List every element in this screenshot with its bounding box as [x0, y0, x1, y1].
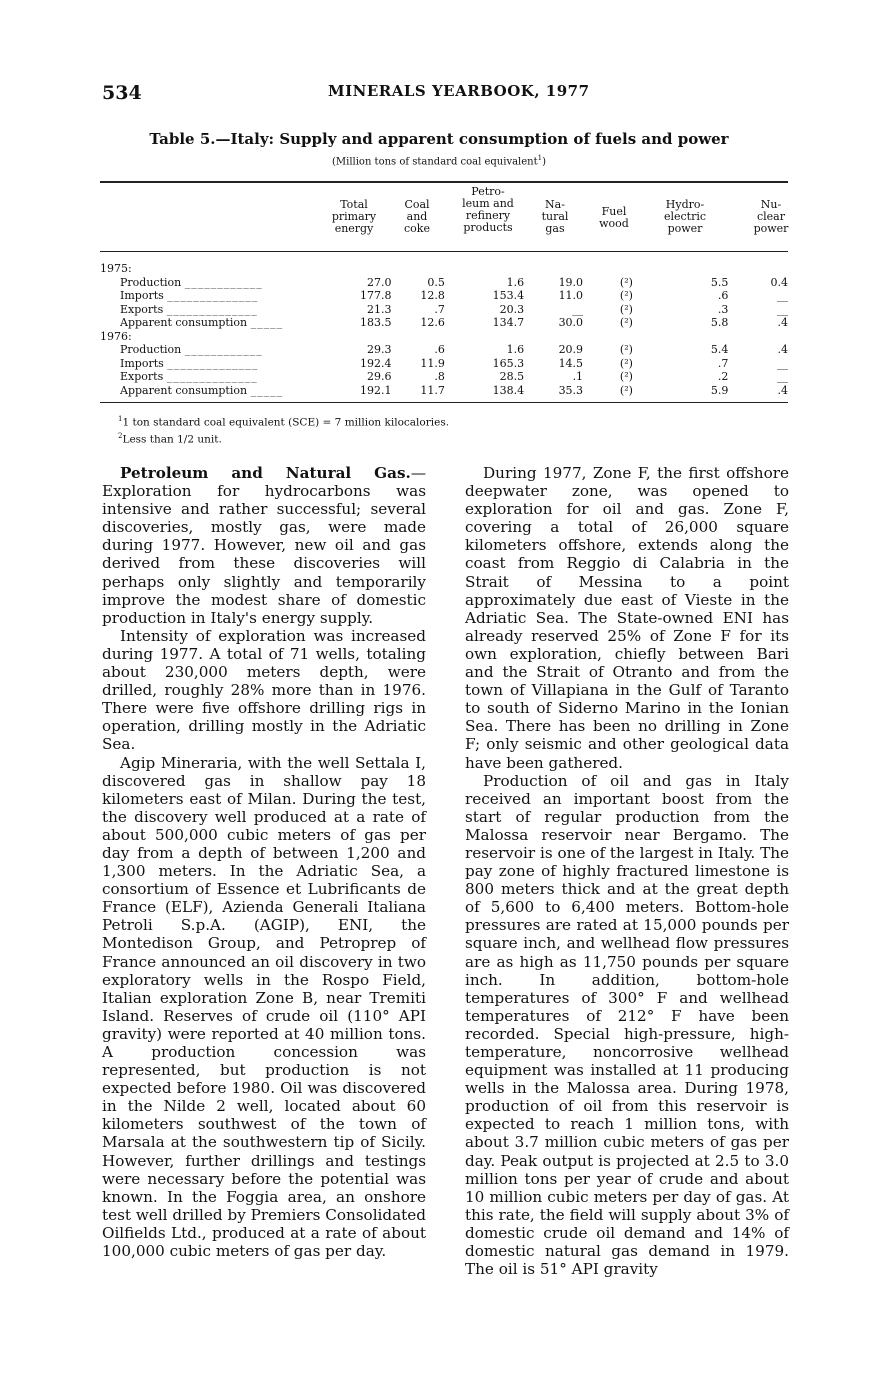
left-paragraph-2: Intensity of exploration was increased during 1977. A total of 71 wells, totaling about 230,000 meters depth, were drilled, roughly 28% more than in 1976. There were five offshore drilling rigs in operation, drilling mostly in the Adriatic Sea. — [102, 626, 426, 754]
table-cell: __ — [777, 289, 788, 302]
table-cell: 12.6 — [420, 316, 445, 329]
table-cell: .6 — [717, 289, 729, 302]
table-row — [100, 316, 788, 330]
empty-cell — [524, 330, 583, 344]
table-subtitle-text: (Million tons of standard coal equivalent — [331, 156, 538, 168]
table-cell: .1 — [572, 370, 584, 383]
table-cell: .4 — [777, 343, 788, 356]
empty-cell — [329, 330, 391, 344]
table-cell: 21.3 — [367, 302, 392, 316]
footnote-2-text: Less than 1/2 unit. — [122, 433, 222, 446]
table-cell: .4 — [777, 316, 788, 329]
row-label-text: Exports — [120, 370, 164, 383]
year-label: 1976: — [100, 329, 132, 343]
left-paragraph-1 — [102, 464, 426, 627]
table-cell: 134.7 — [492, 316, 525, 329]
row-leader: ______________ — [166, 370, 258, 383]
empty-cell — [633, 330, 728, 344]
table-body — [100, 262, 788, 397]
footnote-2 — [118, 430, 449, 447]
table-cell: 35.3 — [558, 383, 584, 397]
table-cell: 20.9 — [558, 343, 584, 356]
table-subtitle-sup: 1 — [537, 154, 543, 162]
table-cell: .2 — [717, 370, 729, 383]
row-leader: ____________ — [184, 343, 263, 356]
table-cell: 5.4 — [710, 343, 729, 356]
table-cell: 5.9 — [710, 383, 729, 397]
right-column — [465, 464, 789, 1278]
page-number: 534 — [102, 82, 142, 104]
row-label-text: Apparent consumption — [120, 383, 248, 397]
table-top-rule — [100, 181, 788, 183]
table-cell: 177.8 — [360, 289, 392, 302]
table-cell: (²) — [619, 289, 633, 302]
table-cell: .4 — [777, 383, 788, 397]
right-paragraph-1: During 1977, Zone F, the first offshore deepwater zone, was opened to exploration for oil and gas. Zone F, covering a total of 26,000 square kilometers offshore, extends along the coast from Reggio di Calabria in the Strait of Messina to a point approximately due east of Vieste in the Adriatic Sea. The State-owned ENI has already reserved 25% of Zone F for its own exploration, chiefly between Bari and the Strait of Otranto and from the town of Villapiana in the Gulf of Taranto to south of Siderno Marino in the Ionian Sea. There has been no drilling in Zone F; only seismic and other geological data have been gathered. — [465, 464, 789, 772]
table-cell: 138.4 — [492, 383, 525, 397]
row-leader: _____ — [250, 316, 284, 329]
table-cell: 29.3 — [367, 343, 392, 356]
row-label — [100, 343, 329, 357]
table-cell: 19.0 — [558, 275, 584, 289]
empty-cell — [445, 262, 524, 276]
table-row — [100, 289, 788, 303]
row-leader: ______________ — [166, 302, 258, 316]
table-cell: 27.0 — [367, 275, 392, 289]
table-title: Table 5.—Italy: Supply and apparent consumption of fuels and power — [149, 130, 729, 148]
table-cell: __ — [777, 302, 788, 316]
footnote-2-mark: 2 — [118, 432, 123, 440]
left-paragraph-1-text: —Exploration for hydrocarbons was intensive and rather successful; several discoveries, mostly gas, were made during 1977. However, new oil and gas derived from these discoveries will perhaps only slightly and temporarily improve the modest share of domestic production in Italy's energy supply. — [102, 464, 426, 627]
col-head-petroleum: Petro- leum and refinery products — [462, 185, 514, 234]
table-cell: (²) — [619, 356, 633, 370]
table-row — [100, 384, 788, 398]
col-head-total: Total primary energy — [331, 198, 377, 235]
table-cell: 12.8 — [420, 289, 445, 302]
table-cell: 30.0 — [558, 316, 584, 329]
col-head-hydro: Hydro- electric power — [663, 198, 707, 235]
empty-cell — [583, 262, 633, 276]
col-head-coal: Coal and coke — [404, 198, 430, 235]
table-cell: (²) — [619, 383, 633, 397]
col-head-fuelwood: Fuel wood — [599, 205, 629, 230]
row-label-text: Production — [120, 343, 182, 356]
table-cell: __ — [777, 370, 788, 383]
empty-cell — [329, 262, 391, 276]
table-cell: (²) — [619, 343, 633, 356]
table-cell: 28.5 — [499, 370, 525, 383]
row-label — [100, 384, 329, 398]
table-row — [100, 370, 788, 384]
table-cell: (²) — [619, 316, 633, 329]
table-cell: 165.3 — [492, 356, 525, 370]
year-label: 1975: — [100, 262, 132, 275]
table-row — [100, 357, 788, 371]
row-leader: ______________ — [167, 356, 259, 370]
empty-cell — [392, 262, 445, 276]
table-cell: 0.4 — [770, 275, 788, 289]
footnote-1-mark: 1 — [118, 415, 123, 423]
col-head-gas: Na- tural gas — [541, 198, 569, 235]
section-heading: Petroleum and Natural Gas. — [120, 464, 411, 482]
table-cell: 153.4 — [492, 289, 525, 302]
left-column — [102, 464, 426, 1260]
empty-cell — [524, 262, 583, 276]
row-label — [100, 370, 329, 384]
table-footnotes — [118, 413, 449, 447]
table-row — [100, 276, 788, 290]
row-leader: ______________ — [167, 289, 259, 302]
table-year-row — [100, 330, 788, 344]
table-year-row — [100, 262, 788, 276]
table-cell: (²) — [619, 275, 633, 289]
left-paragraph-3: Agip Mineraria, with the well Settala I, discovered gas in shallow pay 18 kilometers east of Milan. During the test, the discovery well produced at a rate of about 500,000 cubic meters of gas per day from a depth of between 1,200 and 1,300 meters. In the Adriatic Sea, a consortium of Essence et Lubrificants de France (ELF), Azienda Generali Italiana Petroli S.p.A. (AGIP), ENI, the Montedison Group, and Petroprep of France announced an oil discovery in two exploratory wells in the Rospo Field, Italian exploration Zone B, near Tremiti Island. Reserves of crude oil (110° API gravity) were reported at 40 million tons. A production concession was represented, but production is not expected before 1980. Oil was discovered in the Nilde 2 well, located about 60 kilometers southwest of the town of Marsala at the southwestern tip of Sicily. However, further drillings and testings were necessary before the potential was known. In the Foggia area, an onshore test well drilled by Premiers Consolidated Oilfields Ltd., produced at a rate of about 100,000 cubic meters of gas per day. — [102, 753, 426, 1261]
row-label-text: Exports — [120, 302, 164, 316]
table-cell: 20.3 — [499, 302, 525, 316]
table-cell: 183.5 — [360, 316, 392, 329]
footnote-1 — [118, 413, 449, 430]
table-cell: 192.4 — [360, 356, 392, 370]
row-label-text: Imports — [120, 356, 164, 370]
table-cell: 0.5 — [427, 275, 445, 289]
empty-cell — [445, 330, 524, 344]
empty-cell — [392, 330, 445, 344]
data-table — [100, 262, 788, 397]
col-head-nuclear: Nu- clear power — [753, 198, 789, 235]
table-cell: 192.1 — [360, 383, 392, 397]
empty-cell — [728, 262, 788, 276]
table-cell: .7 — [717, 356, 729, 370]
table-subtitle — [0, 154, 878, 167]
row-label-text: Production — [120, 275, 182, 289]
table-cell: __ — [777, 356, 788, 370]
table-cell: __ — [572, 302, 584, 316]
table-cell: .8 — [434, 370, 445, 383]
row-leader: ____________ — [184, 275, 263, 289]
table-cell: 1.6 — [506, 343, 525, 356]
table-cell: 1.6 — [506, 275, 525, 289]
row-leader: _____ — [250, 383, 284, 397]
table-row — [100, 343, 788, 357]
table-cell: 5.8 — [710, 316, 729, 329]
table-cell: 14.5 — [558, 356, 584, 370]
table-cell: (²) — [619, 302, 633, 316]
table-cell: .3 — [717, 302, 729, 316]
table-cell: 29.6 — [367, 370, 392, 383]
row-label — [100, 316, 329, 330]
empty-cell — [633, 262, 728, 276]
row-label — [100, 289, 329, 303]
table-subtitle-close: ) — [542, 156, 547, 168]
right-paragraph-2: Production of oil and gas in Italy received an important boost from the start of regular production from the Malossa reservoir near Bergamo. The reservoir is one of the largest in Italy. The pay zone of highly fractured limestone is 800 meters thick and at the great depth of 5,600 to 6,400 meters. Bottom-hole pressures are rated at 15,000 pounds per square inch, and wellhead flow pressures are as high as 11,750 pounds per square inch. In addition, bottom-hole temperatures of 300° F and wellhead temperatures of 212° F have been recorded. Special high-pressure, high-temperature, noncorrosive wellhead equipment was installed at 11 producing wells in the Malossa area. During 1978, production of oil from this reservoir is expected to reach 1 million tons, with about 3.7 million cubic meters of gas per day. Peak output is projected at 2.5 to 3.0 million tons per year of crude and about 10 million cubic meters per day of gas. At this rate, the field will supply about 3% of domestic crude oil demand and 14% of domestic natural gas demand in 1979. The oil is 51° API gravity — [465, 771, 789, 1279]
empty-cell — [583, 330, 633, 344]
row-label — [100, 357, 329, 371]
table-row — [100, 303, 788, 317]
table-header-rule — [100, 251, 788, 252]
row-label — [100, 276, 329, 290]
table-cell: 11.0 — [558, 289, 584, 302]
footnote-1-text: 1 ton standard coal equivalent (SCE) = 7 million kilocalories. — [122, 416, 450, 429]
running-head: MINERALS YEARBOOK, 1977 — [328, 82, 590, 100]
table-cell: .6 — [434, 343, 445, 356]
table-cell: .7 — [434, 302, 445, 316]
table-cell: (²) — [619, 370, 633, 383]
table-cell: 11.7 — [420, 383, 445, 397]
table-bottom-rule — [100, 402, 788, 403]
table-cell: 11.9 — [420, 356, 445, 370]
row-label-text: Imports — [120, 289, 164, 302]
row-label — [100, 303, 329, 317]
row-label-text: Apparent consumption — [120, 316, 248, 329]
empty-cell — [728, 330, 788, 344]
table-cell: 5.5 — [710, 275, 729, 289]
